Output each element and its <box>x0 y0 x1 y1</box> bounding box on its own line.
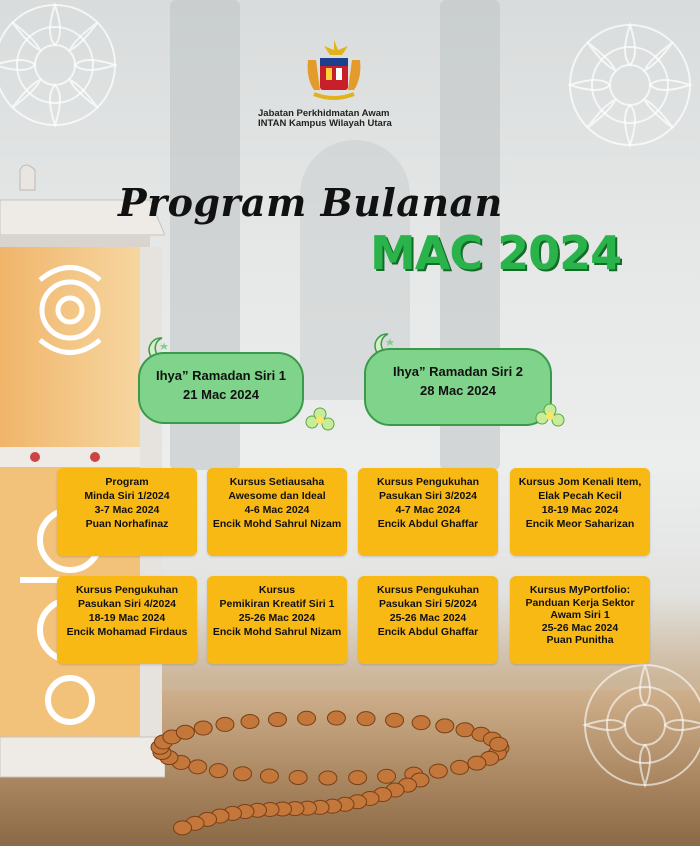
program-card-5 <box>57 576 197 664</box>
program-line: 18-19 Mac 2024 <box>88 612 166 624</box>
program-line: Kursus <box>258 584 296 596</box>
highlight-box-1 <box>138 352 304 424</box>
org-name-line2: INTAN Kampus Wilayah Utara <box>258 118 392 129</box>
highlight-box-2 <box>364 348 552 426</box>
mandala-icon <box>560 640 700 810</box>
program-line: 25-26 Mac 2024 <box>238 612 316 624</box>
org-name-line1: Jabatan Perkhidmatan Awam <box>258 108 390 119</box>
program-line: 25-26 Mac 2024 <box>541 621 619 634</box>
program-line: Kursus Jom Kenali Item, <box>518 476 642 488</box>
program-card-3 <box>358 468 498 556</box>
highlight-date: 21 Mac 2024 <box>183 387 259 402</box>
mandala-icon <box>545 0 700 170</box>
program-line: Minda Siri 1/2024 <box>84 490 170 502</box>
program-line: 4-7 Mac 2024 <box>395 504 461 516</box>
coat-of-arms-icon <box>300 38 368 106</box>
program-line: Kursus MyPortfolio: <box>529 584 631 596</box>
program-line: Awam Siri 1 <box>550 609 610 621</box>
title-script: Program Bulanan <box>118 180 503 225</box>
program-card-8 <box>510 576 650 664</box>
program-line: Encik Meor Saharizan <box>525 518 635 530</box>
program-card-1 <box>57 468 197 556</box>
program-card-6 <box>207 576 347 664</box>
mandala-icon <box>0 0 140 150</box>
flower-icon <box>528 398 568 432</box>
program-line: Pasukan Siri 4/2024 <box>77 598 177 610</box>
program-line: 18-19 Mac 2024 <box>541 504 619 516</box>
program-line: Pasukan Siri 3/2024 <box>378 490 478 502</box>
program-line: Kursus Pengukuhan <box>376 584 480 596</box>
title-month: MAC 2024 <box>370 226 622 280</box>
program-line: Encik Mohd Sahrul Nizam <box>212 518 342 530</box>
prayer-beads-icon <box>120 700 540 846</box>
highlight-title: Ihya” Ramadan Siri 1 <box>155 368 287 383</box>
program-line: 25-26 Mac 2024 <box>389 612 467 624</box>
program-line: 4-6 Mac 2024 <box>244 504 310 516</box>
program-card-7 <box>358 576 498 664</box>
program-line: Panduan Kerja Sektor <box>525 596 635 609</box>
program-card-4 <box>510 468 650 556</box>
program-line: Encik Mohamad Firdaus <box>66 626 188 638</box>
program-line: Awesome dan Ideal <box>228 490 326 502</box>
program-line: Encik Abdul Ghaffar <box>377 518 479 530</box>
program-line: 3-7 Mac 2024 <box>94 504 160 516</box>
program-card-2 <box>207 468 347 556</box>
program-line: Pasukan Siri 5/2024 <box>378 598 478 610</box>
program-line: Encik Abdul Ghaffar <box>377 626 479 638</box>
program-line: Kursus Pengukuhan <box>75 584 179 596</box>
program-line: Kursus Setiausaha <box>229 476 325 488</box>
program-line: Kursus Pengukuhan <box>376 476 480 488</box>
flower-icon <box>298 402 338 436</box>
program-line: Elak Pecah Kecil <box>538 490 622 502</box>
program-line: Puan Norhafinaz <box>85 518 169 530</box>
program-line: Pemikiran Kreatif Siri 1 <box>219 598 335 610</box>
program-line: Program <box>105 476 149 488</box>
program-line: Puan Punitha <box>546 634 614 646</box>
highlight-title: Ihya” Ramadan Siri 2 <box>392 364 524 379</box>
program-line: Encik Mohd Sahrul Nizam <box>212 626 342 638</box>
highlight-date: 28 Mac 2024 <box>420 383 496 398</box>
